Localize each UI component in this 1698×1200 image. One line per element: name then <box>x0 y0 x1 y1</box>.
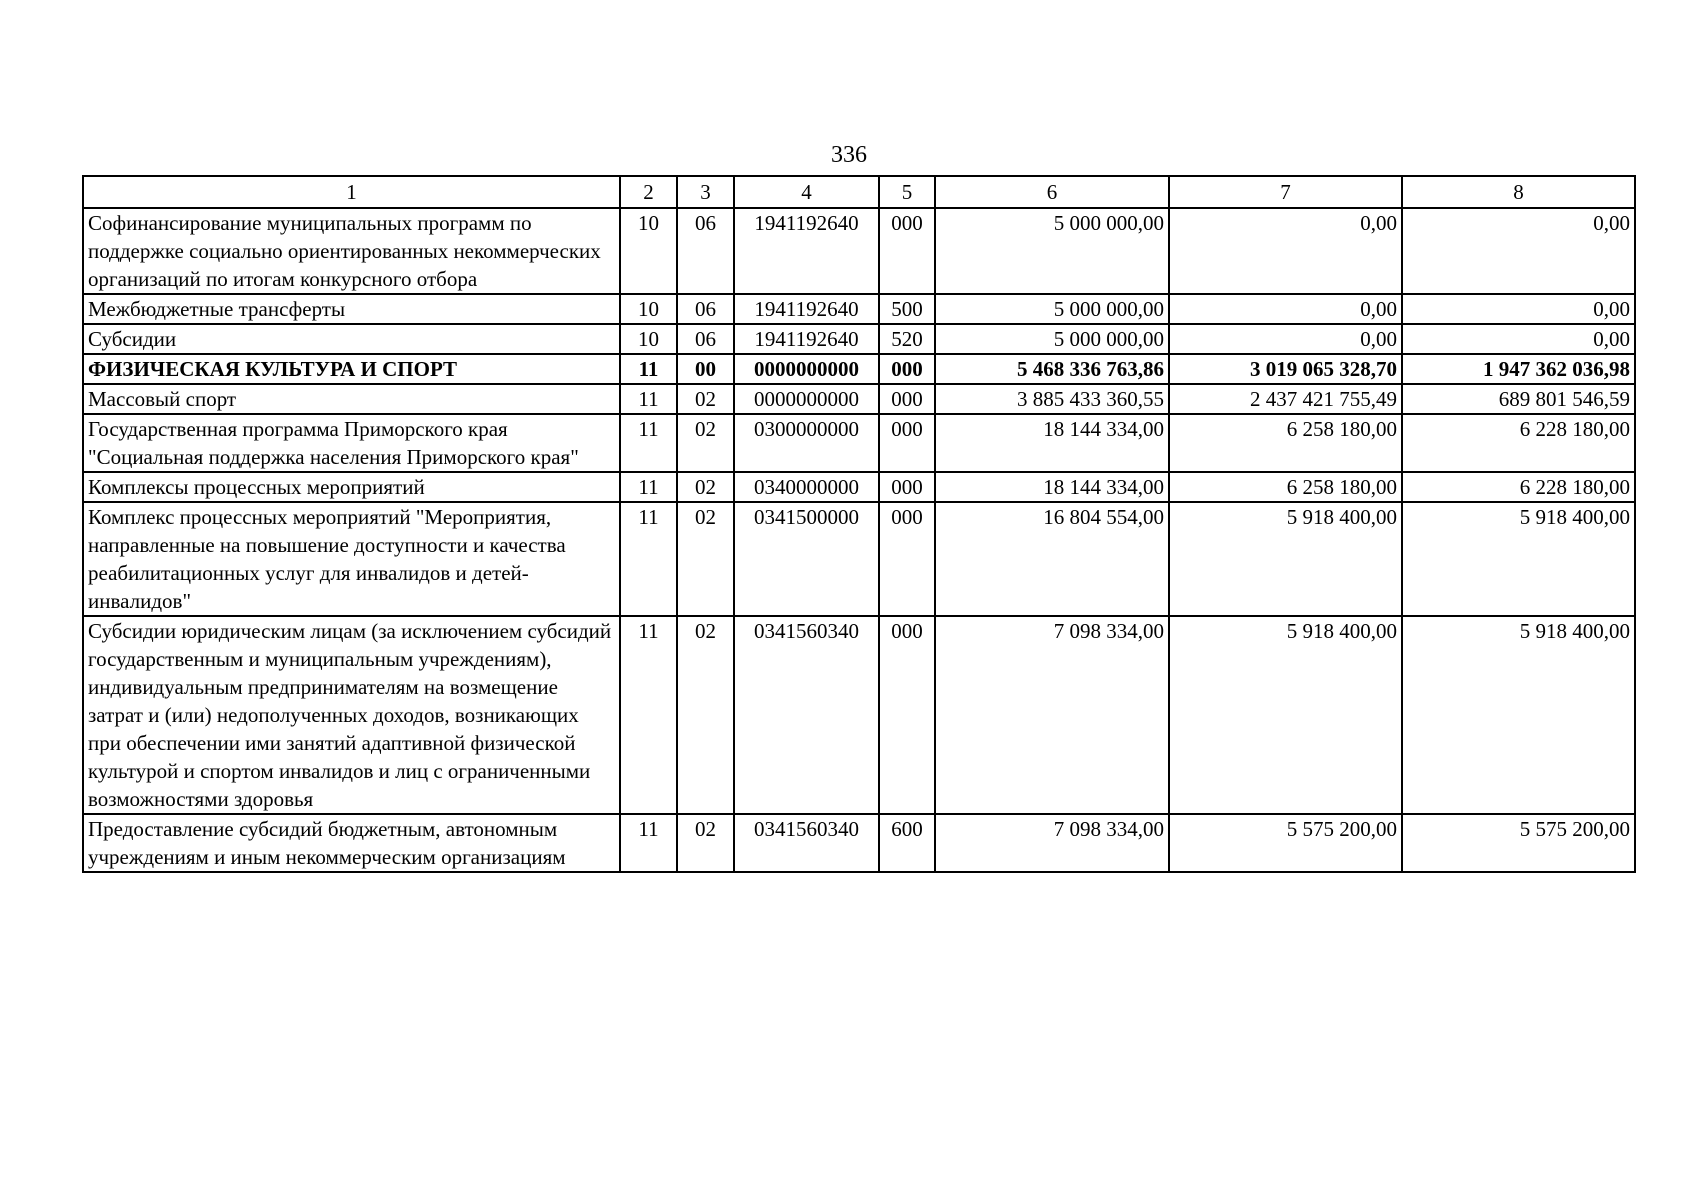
table-row <box>83 472 1635 502</box>
row-amount-6: 5 000 000,00 <box>935 324 1169 354</box>
row-name: Субсидии <box>83 324 620 354</box>
row-amount-8: 1 947 362 036,98 <box>1402 354 1635 384</box>
row-expense-type: 520 <box>879 324 935 354</box>
row-amount-7: 5 918 400,00 <box>1169 616 1402 814</box>
row-section: 11 <box>620 354 677 384</box>
row-amount-7: 0,00 <box>1169 294 1402 324</box>
row-expense-type: 000 <box>879 616 935 814</box>
row-name: Предоставление субсидий бюджетным, автономным учреждениям и иным некоммерческим организациям <box>83 814 620 872</box>
row-section: 11 <box>620 502 677 616</box>
row-amount-6: 16 804 554,00 <box>935 502 1169 616</box>
table-row <box>83 208 1635 294</box>
row-amount-6: 3 885 433 360,55 <box>935 384 1169 414</box>
page-number: 336 <box>831 142 867 168</box>
table-row <box>83 814 1635 872</box>
row-amount-8: 6 228 180,00 <box>1402 472 1635 502</box>
row-amount-6: 5 000 000,00 <box>935 208 1169 294</box>
table-row <box>83 616 1635 814</box>
header-cell: 7 <box>1169 176 1402 208</box>
row-target-article: 0341500000 <box>734 502 879 616</box>
table-body <box>83 208 1635 872</box>
row-amount-7: 6 258 180,00 <box>1169 472 1402 502</box>
table-row <box>83 502 1635 616</box>
row-subsection: 06 <box>677 324 734 354</box>
row-subsection: 02 <box>677 814 734 872</box>
row-name: Комплексы процессных мероприятий <box>83 472 620 502</box>
row-subsection: 02 <box>677 384 734 414</box>
row-name: Межбюджетные трансферты <box>83 294 620 324</box>
row-amount-7: 5 918 400,00 <box>1169 502 1402 616</box>
row-amount-8: 5 918 400,00 <box>1402 502 1635 616</box>
row-amount-6: 18 144 334,00 <box>935 414 1169 472</box>
header-cell: 1 <box>83 176 620 208</box>
row-expense-type: 000 <box>879 384 935 414</box>
row-name: Комплекс процессных мероприятий "Мероприятия, направленные на повышение доступности и качества реабилитационных услуг для инвалидов и детей-инвалидов" <box>83 502 620 616</box>
header-cell: 3 <box>677 176 734 208</box>
table-row <box>83 324 1635 354</box>
row-expense-type: 000 <box>879 354 935 384</box>
row-amount-8: 6 228 180,00 <box>1402 414 1635 472</box>
header-cell: 2 <box>620 176 677 208</box>
row-target-article: 0000000000 <box>734 384 879 414</box>
row-amount-8: 0,00 <box>1402 324 1635 354</box>
row-amount-8: 5 575 200,00 <box>1402 814 1635 872</box>
header-cell: 6 <box>935 176 1169 208</box>
row-amount-6: 18 144 334,00 <box>935 472 1169 502</box>
row-section: 11 <box>620 472 677 502</box>
row-amount-7: 0,00 <box>1169 208 1402 294</box>
row-subsection: 02 <box>677 616 734 814</box>
header-cell: 4 <box>734 176 879 208</box>
row-amount-7: 2 437 421 755,49 <box>1169 384 1402 414</box>
row-amount-6: 7 098 334,00 <box>935 814 1169 872</box>
row-name: ФИЗИЧЕСКАЯ КУЛЬТУРА И СПОРТ <box>83 354 620 384</box>
row-target-article: 0000000000 <box>734 354 879 384</box>
row-target-article: 0340000000 <box>734 472 879 502</box>
row-amount-7: 6 258 180,00 <box>1169 414 1402 472</box>
row-target-article: 1941192640 <box>734 208 879 294</box>
row-target-article: 0300000000 <box>734 414 879 472</box>
table-row-section-total <box>83 354 1635 384</box>
row-subsection: 06 <box>677 294 734 324</box>
row-target-article: 1941192640 <box>734 324 879 354</box>
row-amount-8: 0,00 <box>1402 208 1635 294</box>
row-section: 11 <box>620 814 677 872</box>
row-amount-6: 5 468 336 763,86 <box>935 354 1169 384</box>
row-amount-8: 5 918 400,00 <box>1402 616 1635 814</box>
row-subsection: 02 <box>677 502 734 616</box>
row-expense-type: 500 <box>879 294 935 324</box>
row-name: Софинансирование муниципальных программ по поддержке социально ориентированных некоммерческих организаций по итогам конкурсного отбора <box>83 208 620 294</box>
row-amount-8: 689 801 546,59 <box>1402 384 1635 414</box>
budget-table <box>82 175 1636 873</box>
table-row <box>83 294 1635 324</box>
row-subsection: 06 <box>677 208 734 294</box>
row-target-article: 1941192640 <box>734 294 879 324</box>
row-amount-8: 0,00 <box>1402 294 1635 324</box>
row-section: 11 <box>620 384 677 414</box>
row-amount-6: 7 098 334,00 <box>935 616 1169 814</box>
row-name: Субсидии юридическим лицам (за исключением субсидий государственным и муниципальным учреждениям), индивидуальным предпринимателям на возмещение затрат и (или) недополученных доходов, возникающих при обеспечении ими занятий адаптивной физической культурой и спортом инвалидов и лиц с ограниченными возможностями здоровья <box>83 616 620 814</box>
row-target-article: 0341560340 <box>734 814 879 872</box>
row-amount-7: 3 019 065 328,70 <box>1169 354 1402 384</box>
row-amount-7: 5 575 200,00 <box>1169 814 1402 872</box>
row-expense-type: 000 <box>879 502 935 616</box>
table-row <box>83 384 1635 414</box>
row-expense-type: 600 <box>879 814 935 872</box>
row-section: 11 <box>620 414 677 472</box>
table-row <box>83 414 1635 472</box>
row-amount-6: 5 000 000,00 <box>935 294 1169 324</box>
header-cell: 8 <box>1402 176 1635 208</box>
row-name: Массовый спорт <box>83 384 620 414</box>
row-subsection: 02 <box>677 472 734 502</box>
row-subsection: 00 <box>677 354 734 384</box>
row-expense-type: 000 <box>879 208 935 294</box>
row-section: 10 <box>620 324 677 354</box>
row-section: 10 <box>620 208 677 294</box>
row-amount-7: 0,00 <box>1169 324 1402 354</box>
row-expense-type: 000 <box>879 414 935 472</box>
header-cell: 5 <box>879 176 935 208</box>
row-expense-type: 000 <box>879 472 935 502</box>
row-section: 11 <box>620 616 677 814</box>
row-subsection: 02 <box>677 414 734 472</box>
row-section: 10 <box>620 294 677 324</box>
row-target-article: 0341560340 <box>734 616 879 814</box>
row-name: Государственная программа Приморского края "Социальная поддержка населения Приморского края" <box>83 414 620 472</box>
header-row <box>83 176 1635 208</box>
